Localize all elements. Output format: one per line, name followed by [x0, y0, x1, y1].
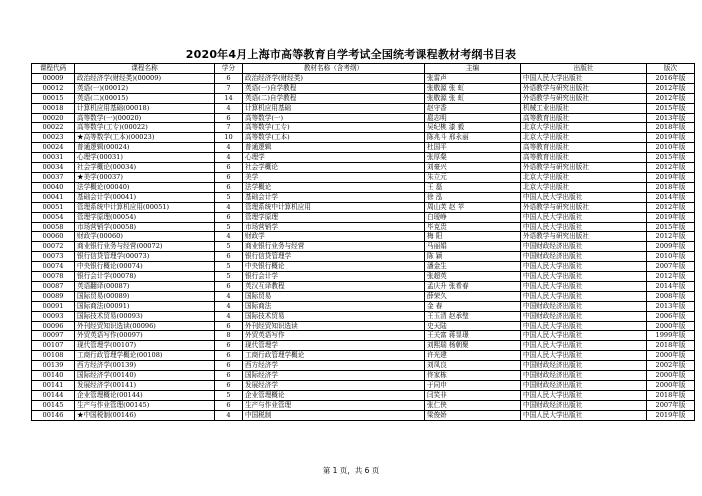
editor-cell: 史天陆 [425, 321, 521, 331]
course-code-cell: 00031 [32, 153, 75, 163]
course-code-cell: 00146 [32, 410, 75, 420]
editor-cell: 潘金生 [425, 262, 521, 272]
textbook-name-cell: 法学概论 [243, 182, 425, 192]
course-code-cell: 00108 [32, 351, 75, 361]
publisher-cell: 高等教育出版社 [521, 153, 647, 163]
textbook-name-cell: 工商行政管理学概论 [243, 351, 425, 361]
table-row [32, 272, 695, 282]
textbook-name-cell: 管理系统中计算机应用 [243, 202, 425, 212]
table-row [32, 390, 695, 400]
editor-cell: 赵守香 [425, 103, 521, 113]
table-row [32, 262, 695, 272]
credits-cell: 6 [215, 113, 243, 123]
edition-cell: 2019年版 [647, 212, 695, 222]
credits-cell: 5 [215, 242, 243, 252]
publisher-cell: 中国财政经济出版社 [521, 371, 647, 381]
course-code-cell: 00073 [32, 252, 75, 262]
course-name-cell: 政治经济学(财经类)(00009) [75, 73, 215, 83]
textbook-name-cell: 外贸英语写作 [243, 331, 425, 341]
edition-cell: 2014年版 [647, 192, 695, 202]
editor-cell: 徐 泓 [425, 192, 521, 202]
table-row [32, 351, 695, 361]
course-code-cell: 00072 [32, 242, 75, 252]
course-code-cell: 00041 [32, 192, 75, 202]
publisher-cell: 中国人民大学出版社 [521, 192, 647, 202]
credits-cell: 5 [215, 262, 243, 272]
table-row [32, 113, 695, 123]
page-title: 2020年4月上海市高等教育自学考试全国统考课程教材考纲书目表 [185, 48, 517, 61]
credits-cell: 6 [215, 351, 243, 361]
credits-cell: 5 [215, 192, 243, 202]
publisher-cell: 中国人民大学出版社 [521, 272, 647, 282]
textbook-name-cell: 市场营销学 [243, 222, 425, 232]
course-name-cell: ★高等数学(工本)(00023) [75, 133, 215, 143]
course-code-cell: 00091 [32, 301, 75, 311]
textbook-name-cell: 现代管理学 [243, 341, 425, 351]
course-name-cell: 社会学概论(00034) [75, 163, 215, 173]
editor-cell: 刘凤良 [425, 361, 521, 371]
table-row [32, 103, 695, 113]
course-code-cell: 00140 [32, 371, 75, 381]
table-row [32, 133, 695, 143]
table-row [32, 153, 695, 163]
editor-cell: 毕克贵 [425, 222, 521, 232]
editor-cell: 刘豪兴 [425, 163, 521, 173]
editor-cell: 张仁侠 [425, 400, 521, 410]
textbook-name-cell: 企业管理概论 [243, 390, 425, 400]
publisher-cell: 北京大学出版社 [521, 133, 647, 143]
textbook-name-cell: 国际贸易 [243, 291, 425, 301]
edition-cell: 2000年版 [647, 321, 695, 331]
publisher-cell: 中国财政经济出版社 [521, 301, 647, 311]
course-code-cell: 00060 [32, 232, 75, 242]
edition-cell: 2018年版 [647, 123, 695, 133]
edition-cell: 2008年版 [647, 291, 695, 301]
page-footer: 第 1 页，共 6 页 [322, 466, 380, 475]
publisher-cell: 中国人民大学出版社 [521, 390, 647, 400]
edition-cell: 2018年版 [647, 182, 695, 192]
textbook-table [31, 63, 695, 421]
course-code-cell: 00034 [32, 163, 75, 173]
course-code-cell: 00022 [32, 123, 75, 133]
course-code-cell: 00058 [32, 222, 75, 232]
course-name-cell: 普通逻辑(00024) [75, 143, 215, 153]
credits-cell: 7 [215, 123, 243, 133]
credits-cell: 5 [215, 390, 243, 400]
textbook-name-cell: 高等数学(一) [243, 113, 425, 123]
credits-cell: 6 [215, 361, 243, 371]
course-name-cell: 西方经济学(00139) [75, 361, 215, 371]
textbook-name-cell: 中国税制 [243, 410, 425, 420]
publisher-cell: 中国人民大学出版社 [521, 212, 647, 222]
table-row [32, 321, 695, 331]
textbook-name-cell: 商业银行业务与经营 [243, 242, 425, 252]
credits-cell: 4 [215, 143, 243, 153]
course-name-cell: 管理系统中计算机应用(00051) [75, 202, 215, 212]
table-row [32, 341, 695, 351]
editor-cell: 薛荣久 [425, 291, 521, 301]
credits-cell: 6 [215, 321, 243, 331]
editor-cell: 刘熙瑞 杨朝聚 [425, 341, 521, 351]
course-name-cell: 工商行政管理学概论(00108) [75, 351, 215, 361]
credits-cell: 4 [215, 103, 243, 113]
table-row [32, 93, 695, 103]
course-name-cell: 英语翻译(00087) [75, 281, 215, 291]
publisher-cell: 中国人民大学出版社 [521, 331, 647, 341]
course-code-cell: 00037 [32, 172, 75, 182]
edition-cell: 2012年版 [647, 93, 695, 103]
table-row [32, 291, 695, 301]
publisher-cell: 中国财政经济出版社 [521, 252, 647, 262]
textbook-name-cell: 基础会计学 [243, 192, 425, 202]
course-name-cell: 银行会计学(00078) [75, 272, 215, 282]
publisher-cell: 中国财政经济出版社 [521, 361, 647, 371]
textbook-name-cell: 高等数学(工专) [243, 123, 425, 133]
textbook-name-cell: 高等数学(工本) [243, 133, 425, 143]
credits-cell: 7 [215, 83, 243, 93]
table-row [32, 410, 695, 420]
table-row [32, 172, 695, 182]
publisher-cell: 机械工业出版社 [521, 103, 647, 113]
table-row [32, 252, 695, 262]
header-publisher: 出版社 [521, 64, 647, 74]
edition-cell: 2010年版 [647, 143, 695, 153]
editor-cell: 周山芙 赵 苹 [425, 202, 521, 212]
course-name-cell: 外贸英语写作(00097) [75, 331, 215, 341]
header-credits: 学分 [215, 64, 243, 74]
course-name-cell: 市场营销学(00058) [75, 222, 215, 232]
textbook-name-cell: 社会学概论 [243, 163, 425, 173]
publisher-cell: 高等教育出版社 [521, 113, 647, 123]
textbook-name-cell: 银行会计学 [243, 272, 425, 282]
credits-cell: 4 [215, 153, 243, 163]
editor-cell: 梅 阳 [425, 232, 521, 242]
course-name-cell: 现代管理学(00107) [75, 341, 215, 351]
edition-cell: 2015年版 [647, 103, 695, 113]
table-row [32, 311, 695, 321]
publisher-cell: 外语教学与研究出版社 [521, 93, 647, 103]
textbook-name-cell: 普通逻辑 [243, 143, 425, 153]
editor-cell: 马丽娟 [425, 242, 521, 252]
textbook-name-cell: 英汉互译教程 [243, 281, 425, 291]
editor-cell: 张雷声 [425, 73, 521, 83]
textbook-name-cell: 英语(一)自学教程 [243, 83, 425, 93]
credits-cell: 6 [215, 182, 243, 192]
course-name-cell: 国际技术贸易(00093) [75, 311, 215, 321]
course-code-cell: 00054 [32, 212, 75, 222]
table-row [32, 212, 695, 222]
edition-cell: 2007年版 [647, 262, 695, 272]
table-row [32, 182, 695, 192]
course-code-cell: 00074 [32, 262, 75, 272]
course-name-cell: 外刊经贸知识选读(00096) [75, 321, 215, 331]
edition-cell: 2018年版 [647, 341, 695, 351]
credits-cell: 14 [215, 93, 243, 103]
edition-cell: 2019年版 [647, 410, 695, 420]
editor-cell: 梁俊娇 [425, 410, 521, 420]
course-code-cell: 00018 [32, 103, 75, 113]
table-row [32, 242, 695, 252]
course-code-cell: 00040 [32, 182, 75, 192]
textbook-name-cell: 国际技术贸易 [243, 311, 425, 321]
course-name-cell: 基础会计学(00041) [75, 192, 215, 202]
edition-cell: 2014年版 [647, 281, 695, 291]
course-name-cell: 商业银行业务与经营(00072) [75, 242, 215, 252]
publisher-cell: 外语教学与研究出版社 [521, 232, 647, 242]
course-name-cell: 国际商法(00091) [75, 301, 215, 311]
course-code-cell: 00087 [32, 281, 75, 291]
textbook-name-cell: 计算机应用基础 [243, 103, 425, 113]
course-name-cell: 法学概论(00040) [75, 182, 215, 192]
course-name-cell: 管理学原理(00054) [75, 212, 215, 222]
textbook-name-cell: 国际商法 [243, 301, 425, 311]
textbook-name-cell: 西方经济学 [243, 361, 425, 371]
textbook-name-cell: 国际经济学 [243, 371, 425, 381]
table-row [32, 222, 695, 232]
course-code-cell: 00141 [32, 381, 75, 391]
table-row [32, 73, 695, 83]
credits-cell: 6 [215, 212, 243, 222]
credits-cell: 6 [215, 400, 243, 410]
course-name-cell: 国际贸易(00089) [75, 291, 215, 301]
publisher-cell: 中国人民大学出版社 [521, 73, 647, 83]
table-row [32, 143, 695, 153]
publisher-cell: 外语教学与研究出版社 [521, 83, 647, 93]
credits-cell: 4 [215, 301, 243, 311]
credits-cell: 6 [215, 341, 243, 351]
edition-cell: 2006年版 [647, 311, 695, 321]
credits-cell: 8 [215, 331, 243, 341]
publisher-cell: 北京大学出版社 [521, 172, 647, 182]
credits-cell: 4 [215, 311, 243, 321]
publisher-cell: 北京大学出版社 [521, 123, 647, 133]
header-textbook-name: 教材名称（含考纲） [243, 64, 425, 74]
course-code-cell: 00020 [32, 113, 75, 123]
course-code-cell: 00051 [32, 202, 75, 212]
course-code-cell: 00089 [32, 291, 75, 301]
header-course-code: 课程代码 [32, 64, 75, 74]
edition-cell: 2009年版 [647, 242, 695, 252]
table-row [32, 163, 695, 173]
edition-cell: 2012年版 [647, 272, 695, 282]
editor-cell: 王关富 蒋显璟 [425, 331, 521, 341]
course-name-cell: 发展经济学(00141) [75, 381, 215, 391]
course-code-cell: 00107 [32, 341, 75, 351]
table-row [32, 232, 695, 242]
edition-cell: 2019年版 [647, 172, 695, 182]
table-row [32, 83, 695, 93]
course-name-cell: 高等数学(工专)(00022) [75, 123, 215, 133]
publisher-cell: 中国财政经济出版社 [521, 311, 647, 321]
course-name-cell: 高等数学(一)(00020) [75, 113, 215, 123]
editor-cell: 许光建 [425, 351, 521, 361]
editor-cell: 王玉清 赵承璧 [425, 311, 521, 321]
course-name-cell: 计算机应用基础(00018) [75, 103, 215, 113]
publisher-cell: 中国财政经济出版社 [521, 242, 647, 252]
credits-cell: 6 [215, 163, 243, 173]
course-code-cell: 00023 [32, 133, 75, 143]
textbook-name-cell: 银行信贷管理学 [243, 252, 425, 262]
publisher-cell: 外语教学与研究出版社 [521, 163, 647, 173]
editor-cell: 张敬源 张 虹 [425, 93, 521, 103]
edition-cell: 2018年版 [647, 390, 695, 400]
course-name-cell: 心理学(00031) [75, 153, 215, 163]
editor-cell: 陈兆斗 邢永丽 [425, 133, 521, 143]
course-name-cell: 财政学(00060) [75, 232, 215, 242]
textbook-name-cell: 政治经济学(财经类) [243, 73, 425, 83]
editor-cell: 张超英 [425, 272, 521, 282]
table-row [32, 123, 695, 133]
textbook-name-cell: 发展经济学 [243, 381, 425, 391]
course-code-cell: 00012 [32, 83, 75, 93]
edition-cell: 2012年版 [647, 163, 695, 173]
edition-cell: 2012年版 [647, 83, 695, 93]
edition-cell: 2013年版 [647, 113, 695, 123]
table-row [32, 281, 695, 291]
editor-cell: 孟庆升 张希春 [425, 281, 521, 291]
credits-cell: 6 [215, 371, 243, 381]
table-row [32, 301, 695, 311]
editor-cell: 陈 颖 [425, 252, 521, 262]
course-code-cell: 00097 [32, 331, 75, 341]
textbook-name-cell: 美学 [243, 172, 425, 182]
textbook-name-cell: 生产与作业管理 [243, 400, 425, 410]
course-code-cell: 00096 [32, 321, 75, 331]
course-name-cell: ★美学(00037) [75, 172, 215, 182]
table-row [32, 202, 695, 212]
textbook-name-cell: 中央银行概论 [243, 262, 425, 272]
publisher-cell: 中国人民大学出版社 [521, 291, 647, 301]
table-row [32, 400, 695, 410]
table-row [32, 331, 695, 341]
course-code-cell: 00093 [32, 311, 75, 321]
credits-cell: 6 [215, 252, 243, 262]
publisher-cell: 高等教育出版社 [521, 143, 647, 153]
publisher-cell: 北京大学出版社 [521, 182, 647, 192]
editor-cell: 张厚粲 [425, 153, 521, 163]
editor-cell: 杜国平 [425, 143, 521, 153]
publisher-cell: 中国人民大学出版社 [521, 222, 647, 232]
course-code-cell: 00139 [32, 361, 75, 371]
edition-cell: 2013年版 [647, 301, 695, 311]
edition-cell: 2012年版 [647, 202, 695, 212]
credits-cell: 5 [215, 222, 243, 232]
edition-cell: 1999年版 [647, 331, 695, 341]
course-code-cell: 00015 [32, 93, 75, 103]
publisher-cell: 外语教学与研究出版社 [521, 202, 647, 212]
credits-cell: 4 [215, 410, 243, 420]
textbook-name-cell: 财政学 [243, 232, 425, 242]
credits-cell: 4 [215, 202, 243, 212]
course-code-cell: 00078 [32, 272, 75, 282]
course-name-cell: ★中国税制(00146) [75, 410, 215, 420]
edition-cell: 2000年版 [647, 351, 695, 361]
edition-cell: 2019年版 [647, 133, 695, 143]
course-code-cell: 00009 [32, 73, 75, 83]
course-name-cell: 生产与作业管理(00145) [75, 400, 215, 410]
edition-cell: 2016年版 [647, 73, 695, 83]
publisher-cell: 中国人民大学出版社 [521, 321, 647, 331]
editor-cell: 金 春 [425, 301, 521, 311]
publisher-cell: 中国人民大学出版社 [521, 410, 647, 420]
header-course-name: 课程名称 [75, 64, 215, 74]
edition-cell: 2012年版 [647, 232, 695, 242]
table-row [32, 361, 695, 371]
textbook-name-cell: 外刊经贸知识选读 [243, 321, 425, 331]
course-name-cell: 英语(二)(00015) [75, 93, 215, 103]
edition-cell: 2000年版 [647, 381, 695, 391]
course-code-cell: 00144 [32, 390, 75, 400]
credits-cell: 6 [215, 381, 243, 391]
credits-cell: 5 [215, 272, 243, 282]
credits-cell: 4 [215, 291, 243, 301]
course-code-cell: 00145 [32, 400, 75, 410]
publisher-cell: 中国人民大学出版社 [521, 341, 647, 351]
credits-cell: 6 [215, 281, 243, 291]
header-edition: 版次 [647, 64, 695, 74]
edition-cell: 2010年版 [647, 252, 695, 262]
editor-cell: 朱立元 [425, 172, 521, 182]
course-name-cell: 中央银行概论(00074) [75, 262, 215, 272]
course-code-cell: 00024 [32, 143, 75, 153]
editor-cell: 吴纪桃 漆 毅 [425, 123, 521, 133]
table-row [32, 381, 695, 391]
textbook-name-cell: 管理学原理 [243, 212, 425, 222]
credits-cell: 10 [215, 133, 243, 143]
header-editor: 主编 [425, 64, 521, 74]
table-header-row [32, 64, 695, 74]
editor-cell: 张敬源 张 虹 [425, 83, 521, 93]
credits-cell: 6 [215, 172, 243, 182]
editor-cell: 扈志明 [425, 113, 521, 123]
course-name-cell: 国际经济学(00140) [75, 371, 215, 381]
edition-cell: 2002年版 [647, 361, 695, 371]
course-name-cell: 企业管理概论(00144) [75, 390, 215, 400]
publisher-cell: 中国人民大学出版社 [521, 281, 647, 291]
editor-cell: 王 磊 [425, 182, 521, 192]
publisher-cell: 中国财政经济出版社 [521, 381, 647, 391]
editor-cell: 佟家栋 [425, 371, 521, 381]
textbook-name-cell: 心理学 [243, 153, 425, 163]
textbook-name-cell: 英语(二)自学教程 [243, 93, 425, 103]
publisher-cell: 中国人民大学出版社 [521, 262, 647, 272]
credits-cell: 4 [215, 232, 243, 242]
edition-cell: 2015年版 [647, 153, 695, 163]
publisher-cell: 中国人民大学出版社 [521, 351, 647, 361]
editor-cell: 白瑷峥 [425, 212, 521, 222]
credits-cell: 6 [215, 73, 243, 83]
course-name-cell: 英语(一)(00012) [75, 83, 215, 93]
edition-cell: 2007年版 [647, 400, 695, 410]
table-row [32, 192, 695, 202]
edition-cell: 2015年版 [647, 222, 695, 232]
editor-cell: 闫笑非 [425, 390, 521, 400]
course-name-cell: 银行信贷管理学(00073) [75, 252, 215, 262]
editor-cell: 于同申 [425, 381, 521, 391]
table-row [32, 371, 695, 381]
publisher-cell: 中国财政经济出版社 [521, 400, 647, 410]
edition-cell: 2000年版 [647, 371, 695, 381]
